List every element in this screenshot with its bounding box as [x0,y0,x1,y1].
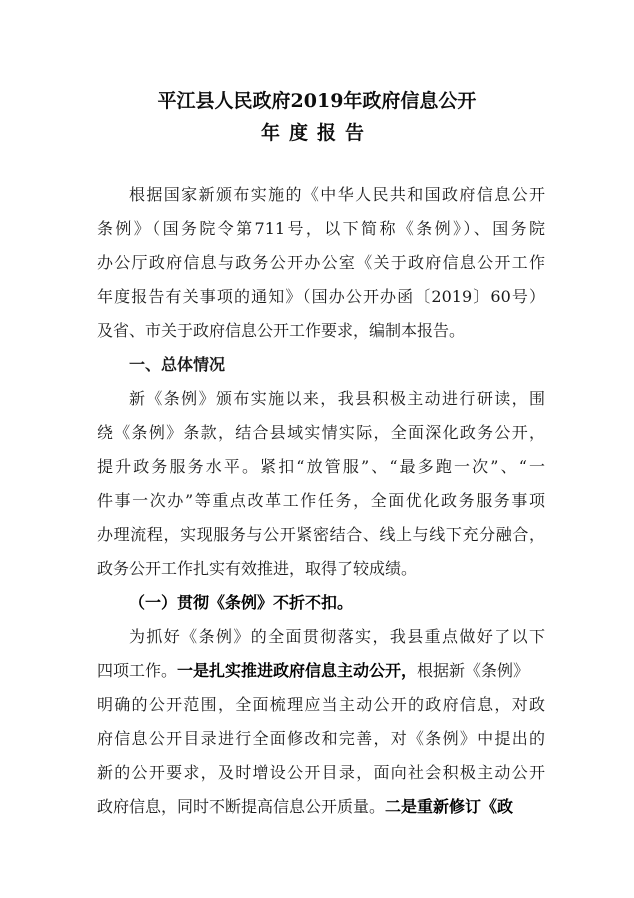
section-heading: 一、总体情况 [129,355,226,374]
report-subtitle: 年度报告 [260,122,373,144]
paragraph-line: 新《条例》颁布实施以来，我县积极主动进行研读，围 [129,389,545,408]
paragraph-line: 根据国家新颁布实施的《中华人民共和国政府信息公开 [129,185,545,204]
paragraph-line: 办公厅政府信息与政务公开办公室《关于政府信息公开工作 [97,253,545,272]
text-run: 政府信息，同时不断提高信息公开质量。 [97,797,386,816]
paragraph-line: 绕《条例》条款，结合县域实情实际，全面深化政务公开， [97,423,545,442]
subsection-heading: （一）贯彻《条例》不折不扣。 [129,593,354,612]
paragraph-line: 政务公开工作扎实有效推进，取得了较成绩。 [97,559,418,578]
bold-text-run: 二是重新修订《政 [385,797,514,816]
text-run: 根据新《条例》 [417,661,530,680]
bold-text-run: 一是扎实推进政府信息主动公开， [177,661,418,680]
paragraph-line: 府信息公开目录进行全面修改和完善，对《条例》中提出的 [97,729,545,748]
paragraph-line: 明确的公开范围，全面梳理应当主动公开的政府信息，对政 [97,695,545,714]
paragraph-line: 提升政务服务水平。紧扣“放管服”、“最多跑一次”、“一 [97,457,545,476]
text-run: 四项工作。 [97,661,178,680]
paragraph-line: 及省、市关于政府信息公开工作要求，编制本报告。 [97,321,466,340]
paragraph-line [97,656,545,686]
paragraph-line: 年度报告有关事项的通知》（国办公开办函〔2019〕60号） [97,287,545,306]
paragraph-line [97,792,545,822]
paragraph-line: 条例》（国务院令第711号，以下简称《条例》）、国务院 [97,219,545,238]
paragraph-line: 件事一次办”等重点改革工作任务，全面优化政务服务事项 [97,491,545,510]
paragraph-line: 为抓好《条例》的全面贯彻落实，我县重点做好了以下 [129,627,545,646]
report-title: 平江县人民政府2019年政府信息公开 [157,90,477,112]
paragraph-line: 办理流程，实现服务与公开紧密结合、线上与线下充分融合， [97,525,545,544]
paragraph-line: 新的公开要求，及时增设公开目录，面向社会积极主动公开 [97,763,545,782]
